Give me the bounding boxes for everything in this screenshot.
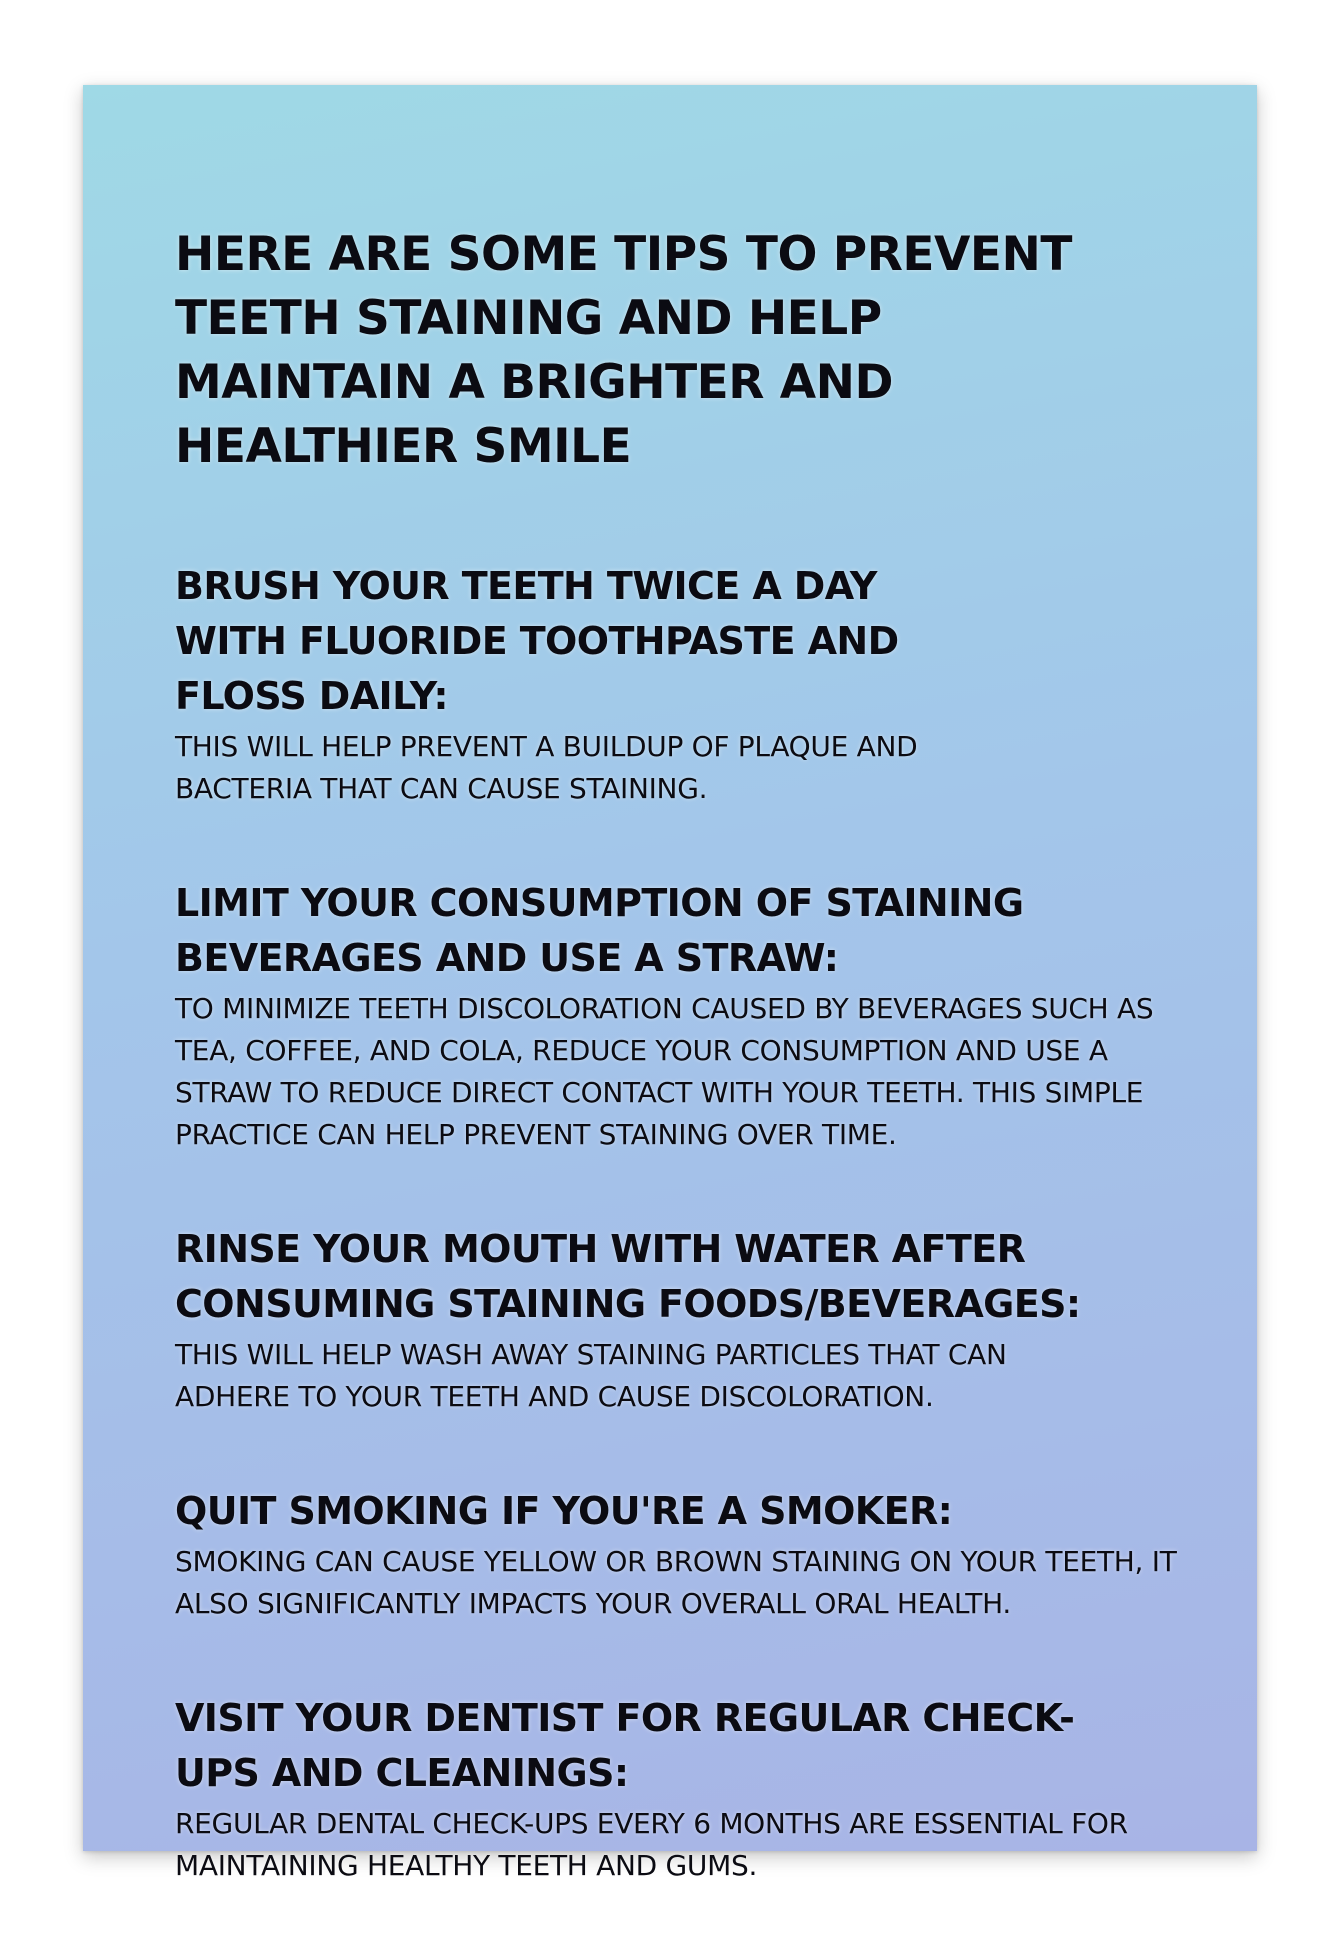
tip-body: THIS WILL HELP PREVENT A BUILDUP OF PLAQUE AND BACTERIA THAT CAN CAUSE STAINING. — [175, 730, 918, 805]
tip-brushing — [175, 559, 1177, 810]
tips-card — [83, 85, 1257, 1882]
tip-body: THIS WILL HELP WASH AWAY STAINING PARTICLES THAT CAN ADHERE TO YOUR TEETH AND CAUSE DISCOLORATION. — [175, 1338, 1007, 1413]
tip-body: REGULAR DENTAL CHECK-UPS EVERY 6 MONTHS ARE ESSENTIAL FOR MAINTAINING HEALTHY TEETH AND GUMS. — [175, 1807, 1128, 1882]
tip-heading: LIMIT YOUR CONSUMPTION OF STAINING BEVERAGES AND USE A STRAW: — [175, 881, 1024, 980]
tip-dentist — [175, 1691, 1177, 1887]
page-title: HERE ARE SOME TIPS TO PREVENT TEETH STAINING AND HELP MAINTAIN A BRIGHTER AND HEALTHIER SMILE — [175, 227, 1072, 474]
tip-body: SMOKING CAN CAUSE YELLOW OR BROWN STAINING ON YOUR TEETH, IT ALSO SIGNIFICANTLY IMPACTS YOUR OVERALL ORAL HEALTH. — [175, 1545, 1177, 1620]
tip-rinse — [175, 1222, 1177, 1418]
tip-heading: RINSE YOUR MOUTH WITH WATER AFTER CONSUMING STAINING FOODS/BEVERAGES: — [175, 1227, 1081, 1326]
tip-heading: BRUSH YOUR TEETH TWICE A DAY WITH FLUORIDE TOOTHPASTE AND FLOSS DAILY: — [175, 564, 899, 718]
tip-heading: VISIT YOUR DENTIST FOR REGULAR CHECK-UPS AND CLEANINGS: — [175, 1696, 1075, 1795]
tip-smoking — [175, 1484, 1177, 1625]
tip-heading: QUIT SMOKING IF YOU'RE A SMOKER: — [175, 1489, 953, 1533]
tip-beverages — [175, 876, 1177, 1156]
tip-body: TO MINIMIZE TEETH DISCOLORATION CAUSED BY BEVERAGES SUCH AS TEA, COFFEE, AND COLA, REDUCE YOUR CONSUMPTION AND USE A STRAW TO REDUCE DIRECT CONTACT WITH YOUR TEETH. THIS SIMPLE PRACTICE CAN HELP PREVENT STAINING OVER TIME. — [175, 992, 1154, 1151]
